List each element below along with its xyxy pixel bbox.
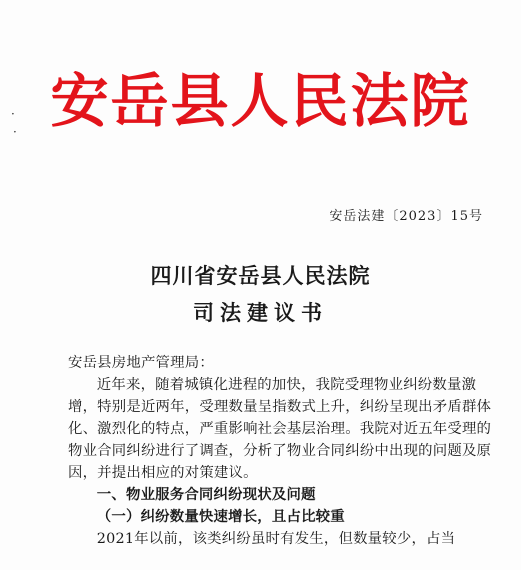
margin-mark: ·: [11, 107, 15, 121]
recipient-line: 安岳县房地产管理局：: [68, 355, 214, 371]
court-red-header: 安岳县人民法院: [50, 67, 471, 135]
intro-paragraph: 近年来，随着城镇化进程的加快，我院受理物业纠纷数量激增，特别是近两年，受理数量呈指数式上升，纠纷呈现出矛盾群体化、激烈化的特点，严重影响社会基层治理。我院对近五年受理的物业合同纠纷进行了调查，分析了物业合同纠纷中出现的问题及原因，并提出相应的对策建议。: [68, 377, 492, 481]
subsection-heading: （一）纠纷数量快速增长，且占比较重: [96, 508, 345, 525]
document-body: [68, 352, 492, 550]
document-type-title: 司法建议书: [193, 300, 328, 325]
body-paragraph: 2021年以前，该类纠纷虽时有发生，但数量较少，占当: [96, 531, 456, 547]
court-name-title: 四川省安岳县人民法院: [150, 263, 371, 288]
margin-mark: ·: [13, 125, 17, 139]
section-heading: 一、物业服务合同纠纷现状及问题: [96, 487, 316, 503]
document-number: 安岳法建〔2023〕15号: [329, 209, 483, 224]
